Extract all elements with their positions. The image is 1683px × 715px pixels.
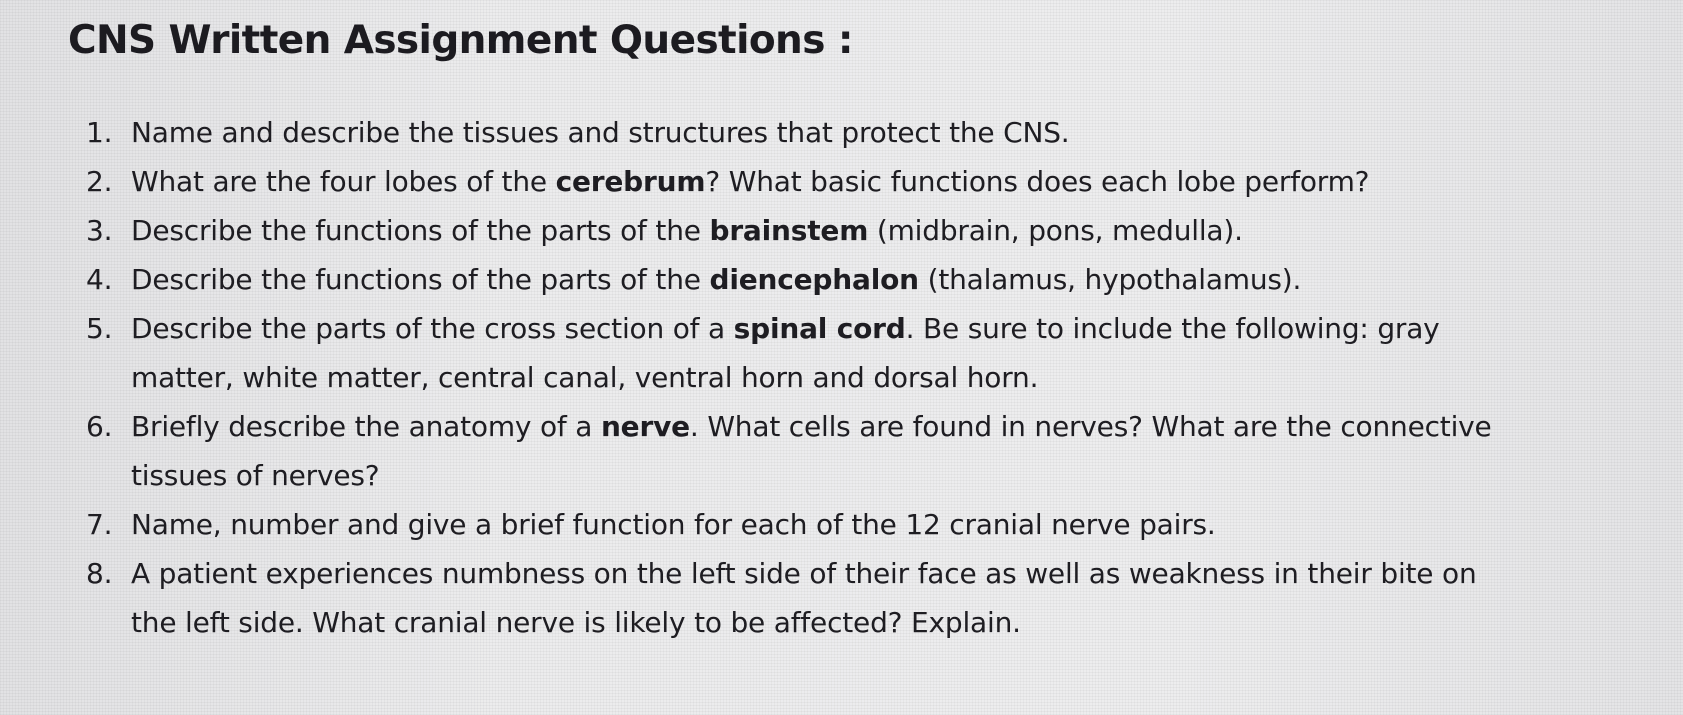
question-text: Name, number and give a brief function for each of the 12 cranial nerve pairs. xyxy=(131,508,1216,541)
question-text: the left side. What cranial nerve is likely to be affected? Explain. xyxy=(131,606,1021,639)
question-item xyxy=(86,255,1666,304)
question-text: What are the four lobes of the xyxy=(131,165,556,198)
bold-term: spinal cord xyxy=(733,312,906,345)
bold-term: nerve xyxy=(600,410,690,443)
question-number: 4. xyxy=(86,263,113,296)
question-item xyxy=(86,206,1666,255)
question-text: (thalamus, hypothalamus). xyxy=(918,263,1302,296)
question-text-line xyxy=(131,157,1666,206)
question-number: 2. xyxy=(86,165,113,198)
question-item xyxy=(86,157,1666,206)
question-text-line xyxy=(131,549,1666,598)
question-item xyxy=(86,500,1666,549)
question-text-line xyxy=(131,353,1666,402)
question-text-line xyxy=(131,304,1666,353)
question-text-line xyxy=(131,598,1666,647)
question-text-line xyxy=(131,206,1666,255)
question-item xyxy=(86,402,1666,500)
bold-term: diencephalon xyxy=(709,263,919,296)
question-number: 3. xyxy=(86,214,113,247)
question-text: A patient experiences numbness on the left side of their face as well as weakness in their bite on xyxy=(131,557,1477,590)
bold-term: brainstem xyxy=(709,214,869,247)
question-number: 8. xyxy=(86,557,113,590)
question-number: 1. xyxy=(86,116,113,149)
question-number: 7. xyxy=(86,508,113,541)
question-list xyxy=(86,108,1666,647)
question-item xyxy=(86,304,1666,402)
question-text: tissues of nerves? xyxy=(131,459,380,492)
question-text: Describe the functions of the parts of the xyxy=(131,214,710,247)
question-text: ? What basic functions does each lobe perform? xyxy=(705,165,1370,198)
bold-term: cerebrum xyxy=(555,165,706,198)
question-number: 5. xyxy=(86,312,113,345)
question-text: . Be sure to include the following: gray xyxy=(905,312,1440,345)
question-text-line xyxy=(131,108,1666,157)
question-text: Briefly describe the anatomy of a xyxy=(131,410,601,443)
question-text-line xyxy=(131,500,1666,549)
question-text: Describe the functions of the parts of the xyxy=(131,263,710,296)
question-text: matter, white matter, central canal, ventral horn and dorsal horn. xyxy=(131,361,1039,394)
question-text-line xyxy=(131,402,1666,451)
page-title: CNS Written Assignment Questions : xyxy=(68,18,853,63)
question-text: Name and describe the tissues and structures that protect the CNS. xyxy=(131,116,1070,149)
question-number: 6. xyxy=(86,410,113,443)
question-item xyxy=(86,108,1666,157)
question-text-line xyxy=(131,451,1666,500)
question-text: (midbrain, pons, medulla). xyxy=(868,214,1243,247)
question-text: . What cells are found in nerves? What are the connective xyxy=(689,410,1492,443)
question-item xyxy=(86,549,1666,647)
question-text-line xyxy=(131,255,1666,304)
question-text: Describe the parts of the cross section of a xyxy=(131,312,734,345)
